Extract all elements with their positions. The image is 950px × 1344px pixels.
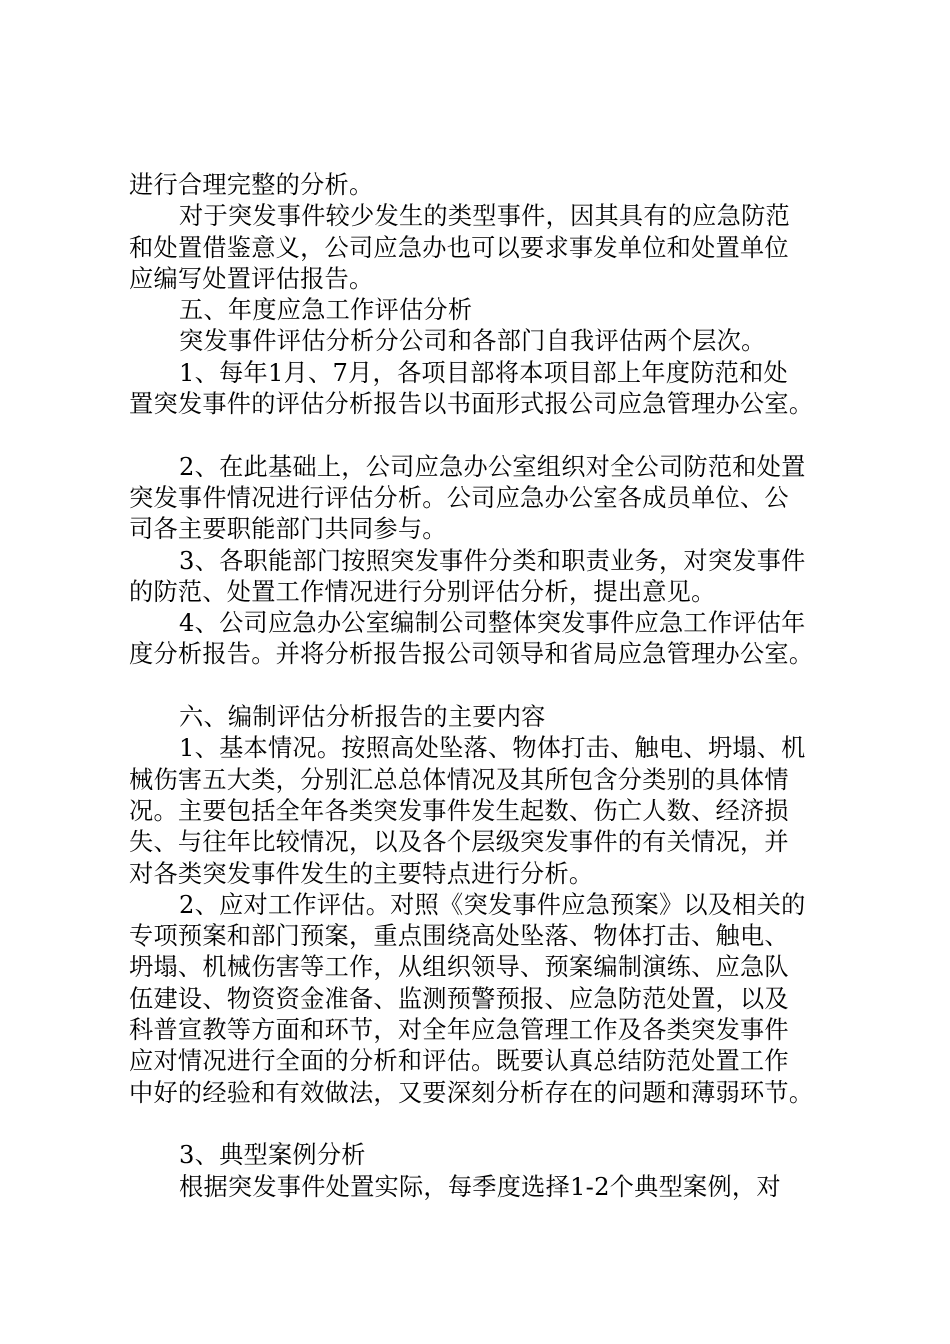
paragraph-line: 2、在此基础上，公司应急办公室组织对全公司防范和处置: [179, 452, 806, 481]
paragraph-line: 伍建设、物资资金准备、监测预警预报、应急防范处置，以及: [129, 984, 789, 1013]
paragraph-line: 突发事件评估分析分公司和各部门自我评估两个层次。: [179, 327, 766, 356]
paragraph-line: 进行合理完整的分析。: [129, 171, 374, 199]
paragraph-line: 突发事件情况进行评估分析。公司应急办公室各成员单位、公: [129, 483, 789, 512]
paragraph-line: 3、各职能部门按照突发事件分类和职责业务，对突发事件: [179, 546, 806, 575]
paragraph-line: 况。主要包括全年各类突发事件发生起数、伤亡人数、经济损: [129, 796, 789, 825]
blank-line: [129, 1109, 829, 1140]
paragraph-line: 应对情况进行全面的分析和评估。既要认真总结防范处置工作: [129, 1047, 789, 1076]
paragraph-line: 4、公司应急办公室编制公司整体突发事件应急工作评估年: [179, 609, 806, 638]
paragraph-line: 根据突发事件处置实际，每季度选择1-2个典型案例，对: [179, 1172, 781, 1201]
paragraph-line: 失、与往年比较情况，以及各个层级突发事件的有关情况，并: [129, 828, 789, 857]
paragraph-line: 科普宣教等方面和环节，对全年应急管理工作及各类突发事件: [129, 1016, 789, 1045]
paragraph-line: 专项预案和部门预案，重点围绕高处坠落、物体打击、触电、: [129, 922, 789, 951]
paragraph-line: 2、应对工作评估。对照《突发事件应急预案》以及相关的: [179, 890, 806, 919]
blank-line: [129, 420, 829, 451]
paragraph-line: 1、每年1月、7月，各项目部将本项目部上年度防范和处: [179, 358, 788, 387]
paragraph-line: 中好的经验和有效做法，又要深刻分析存在的问题和薄弱环节。: [129, 1078, 814, 1107]
blank-line: [129, 671, 829, 702]
paragraph-line: 械伤害五大类，分别汇总总体情况及其所包含分类别的具体情: [129, 765, 789, 794]
document-body: [129, 170, 829, 1203]
paragraph-line: 和处置借鉴意义，公司应急办也可以要求事发单位和处置单位: [129, 233, 789, 262]
section-heading-6: 六、编制评估分析报告的主要内容: [179, 703, 546, 732]
paragraph-line: 坍塌、机械伤害等工作，从组织领导、预案编制演练、应急队: [129, 953, 789, 982]
paragraph-line: 对各类突发事件发生的主要特点进行分析。: [129, 859, 594, 888]
subsection-heading: 3、典型案例分析: [179, 1141, 366, 1170]
paragraph-line: 的防范、处置工作情况进行分别评估分析，提出意见。: [129, 577, 716, 606]
section-heading-5: 五、年度应急工作评估分析: [179, 296, 473, 325]
paragraph-line: 应编写处置评估报告。: [129, 264, 374, 293]
paragraph-line: 度分析报告。并将分析报告报公司领导和省局应急管理办公室。: [129, 640, 814, 669]
paragraph-line: 1、基本情况。按照高处坠落、物体打击、触电、坍塌、机: [179, 734, 806, 763]
paragraph-line: 置突发事件的评估分析报告以书面形式报公司应急管理办公室。: [129, 390, 814, 419]
paragraph-line: 对于突发事件较少发生的类型事件，因其具有的应急防范: [179, 202, 790, 231]
paragraph-line: 司各主要职能部门共同参与。: [129, 515, 447, 544]
